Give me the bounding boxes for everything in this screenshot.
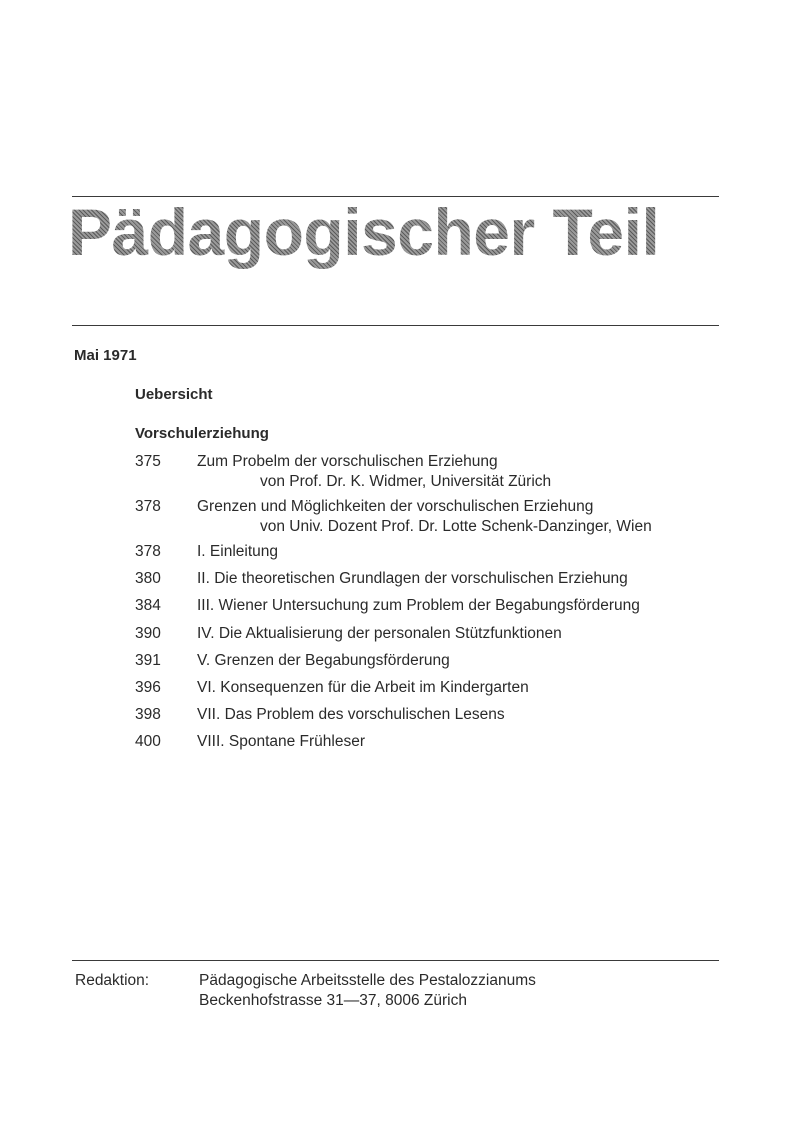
editorial-address: Beckenhofstrasse 31—37, 8006 Zürich	[199, 992, 467, 1009]
toc-page-number: 391	[135, 652, 161, 669]
footer-divider	[72, 960, 719, 961]
editorial-organization: Pädagogische Arbeitsstelle des Pestalozzianums	[199, 972, 536, 989]
toc-entry-title: V. Grenzen der Begabungsförderung	[197, 652, 450, 669]
toc-entry-title: VIII. Spontane Frühleser	[197, 733, 366, 750]
toc-entry-title: III. Wiener Untersuchung zum Problem der Begabungsförderung	[197, 597, 640, 614]
overview-heading: Uebersicht	[135, 386, 213, 403]
section-title: Vorschulerziehung	[135, 425, 269, 442]
toc-page-number: 375	[135, 453, 161, 470]
toc-page-number: 400	[135, 733, 161, 750]
toc-entry-author: von Prof. Dr. K. Widmer, Universität Zürich	[260, 473, 552, 490]
toc-page-number: 396	[135, 679, 161, 696]
toc-page-number: 390	[135, 625, 161, 642]
title-divider	[72, 325, 719, 326]
issue-date: Mai 1971	[74, 347, 137, 364]
toc-entry-title: II. Die theoretischen Grundlagen der vorschulischen Erziehung	[197, 570, 628, 587]
toc-entry-author: von Univ. Dozent Prof. Dr. Lotte Schenk-Danzinger, Wien	[260, 518, 652, 535]
editorial-label: Redaktion:	[75, 972, 150, 989]
page-title: Pädagogischer Teil	[68, 192, 659, 272]
toc-page-number: 378	[135, 543, 161, 560]
toc-page-number: 380	[135, 570, 161, 587]
toc-entry-title: Zum Probelm der vorschulischen Erziehung	[197, 453, 498, 470]
toc-page-number: 384	[135, 597, 161, 614]
toc-page-number: 378	[135, 498, 161, 515]
toc-entry-title: VI. Konsequenzen für die Arbeit im Kindergarten	[197, 679, 529, 696]
toc-entry-title: VII. Das Problem des vorschulischen Lesens	[197, 706, 505, 723]
toc-page-number: 398	[135, 706, 161, 723]
toc-entry-title: IV. Die Aktualisierung der personalen Stützfunktionen	[197, 625, 562, 642]
toc-entry-title: I. Einleitung	[197, 543, 278, 560]
toc-entry-title: Grenzen und Möglichkeiten der vorschulischen Erziehung	[197, 498, 594, 515]
